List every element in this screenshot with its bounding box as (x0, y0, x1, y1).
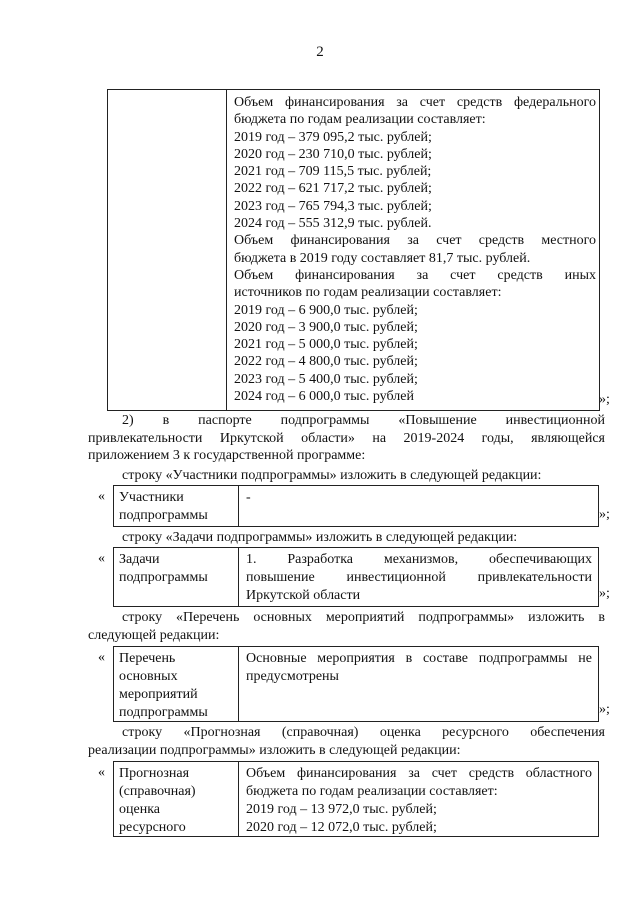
measures-instruction (88, 609, 605, 644)
item2-line: 2) в паспорте подпрограммы «Повышение инвестиционной (122, 413, 605, 428)
closing-quote: »; (599, 586, 610, 601)
participants-label-cell (114, 486, 239, 526)
funding-line: 2023 год – 5 400,0 тыс. рублей; (234, 371, 418, 387)
label-line: Прогнозная (119, 766, 190, 781)
value-line: 1. Разработка механизмов, обеспечивающих (246, 552, 592, 567)
funding-line: 2020 год – 230 710,0 тыс. рублей; (234, 146, 432, 162)
funding-line: Объем финансирования за счет средств иных (234, 267, 596, 283)
value-line: бюджета по годам реализации составляет: (246, 784, 498, 799)
funding-line: 2024 год – 6 000,0 тыс. рублей (234, 389, 414, 405)
funding-line: 2023 год – 765 794,3 тыс. рублей; (234, 198, 432, 214)
value-line: 2020 год – 12 072,0 тыс. рублей; (246, 820, 437, 835)
label-line: основных (119, 669, 178, 684)
tasks-instruction: строку «Задачи подпрограммы» изложить в следующей редакции: (122, 530, 518, 545)
funding-line: 2020 год – 3 900,0 тыс. рублей; (234, 319, 418, 335)
closing-quote: »; (599, 702, 610, 717)
instruction-line: реализации подпрограммы» изложить в следующей редакции: (88, 742, 461, 758)
tasks-label-cell (114, 548, 239, 606)
funding-line: бюджета по годам реализации составляет: (234, 112, 486, 128)
funding-table-label-cell (108, 90, 227, 410)
forecast-table (113, 761, 599, 837)
funding-line: источников по годам реализации составляет: (234, 285, 502, 301)
funding-line: бюджета в 2019 году составляет 81,7 тыс. рублей. (234, 250, 531, 266)
funding-line: 2019 год – 379 095,2 тыс. рублей; (234, 129, 432, 145)
value-line: повышение инвестиционной привлекательности (246, 570, 592, 585)
label-line: подпрограммы (119, 508, 208, 523)
value-line: Иркутской области (246, 588, 361, 603)
funding-line: 2019 год – 6 900,0 тыс. рублей; (234, 302, 418, 318)
page-number: 2 (316, 44, 324, 60)
item2-line: приложением 3 к государственной программе: (88, 448, 366, 464)
funding-line: 2021 год – 5 000,0 тыс. рублей; (234, 337, 418, 353)
open-quote: « (98, 650, 105, 665)
closing-quote: »; (599, 392, 610, 407)
funding-line: Объем финансирования за счет средств местного (234, 233, 596, 249)
participants-instruction: строку «Участники подпрограммы» изложить в следующей редакции: (122, 468, 542, 483)
value-line: Объем финансирования за счет средств областного (246, 766, 592, 781)
open-quote: « (98, 489, 105, 504)
item2-paragraph (88, 412, 605, 465)
open-quote: « (98, 551, 105, 566)
funding-line: 2021 год – 709 115,5 тыс. рублей; (234, 164, 432, 180)
measures-table (113, 646, 599, 722)
value-line: 2019 год – 13 972,0 тыс. рублей; (246, 802, 437, 817)
item2-line: привлекательности Иркутской области» на 2019-2024 годы, являющейся (88, 430, 605, 446)
label-line: подпрограммы (119, 570, 208, 585)
label-line: Участники (119, 490, 184, 505)
funding-table (107, 89, 600, 411)
forecast-value-cell (246, 765, 592, 837)
measures-value-cell (246, 650, 592, 686)
participants-table (113, 485, 599, 527)
funding-line: 2022 год – 621 717,2 тыс. рублей; (234, 181, 432, 197)
forecast-label-cell (114, 762, 239, 836)
tasks-value-cell (246, 551, 592, 605)
value-line: предусмотрены (246, 669, 339, 684)
funding-line: Объем финансирования за счет средств федерального (234, 95, 596, 110)
forecast-instruction (88, 724, 605, 759)
measures-label-cell (114, 647, 239, 721)
label-line: подпрограммы (119, 705, 208, 720)
label-line: мероприятий (119, 687, 198, 702)
tasks-table (113, 547, 599, 607)
funding-line: 2024 год – 555 312,9 тыс. рублей. (234, 216, 432, 232)
open-quote: « (98, 765, 105, 780)
instruction-line: строку «Прогнозная (справочная) оценка ресурсного обеспечения (122, 725, 605, 740)
instruction-line: строку «Перечень основных мероприятий подпрограммы» изложить в (122, 610, 605, 625)
label-line: (справочная) (119, 784, 196, 799)
label-line: оценка (119, 802, 161, 817)
funding-line: 2022 год – 4 800,0 тыс. рублей; (234, 354, 418, 370)
label-line: Задачи (119, 552, 160, 567)
closing-quote: »; (599, 507, 610, 522)
instruction-line: следующей редакции: (88, 627, 220, 643)
value-line: Основные мероприятия в составе подпрограммы не (246, 651, 592, 666)
funding-table-value-cell (234, 94, 596, 405)
label-line: ресурсного (119, 820, 186, 835)
participants-value-cell: - (246, 490, 251, 505)
label-line: Перечень (119, 651, 176, 666)
